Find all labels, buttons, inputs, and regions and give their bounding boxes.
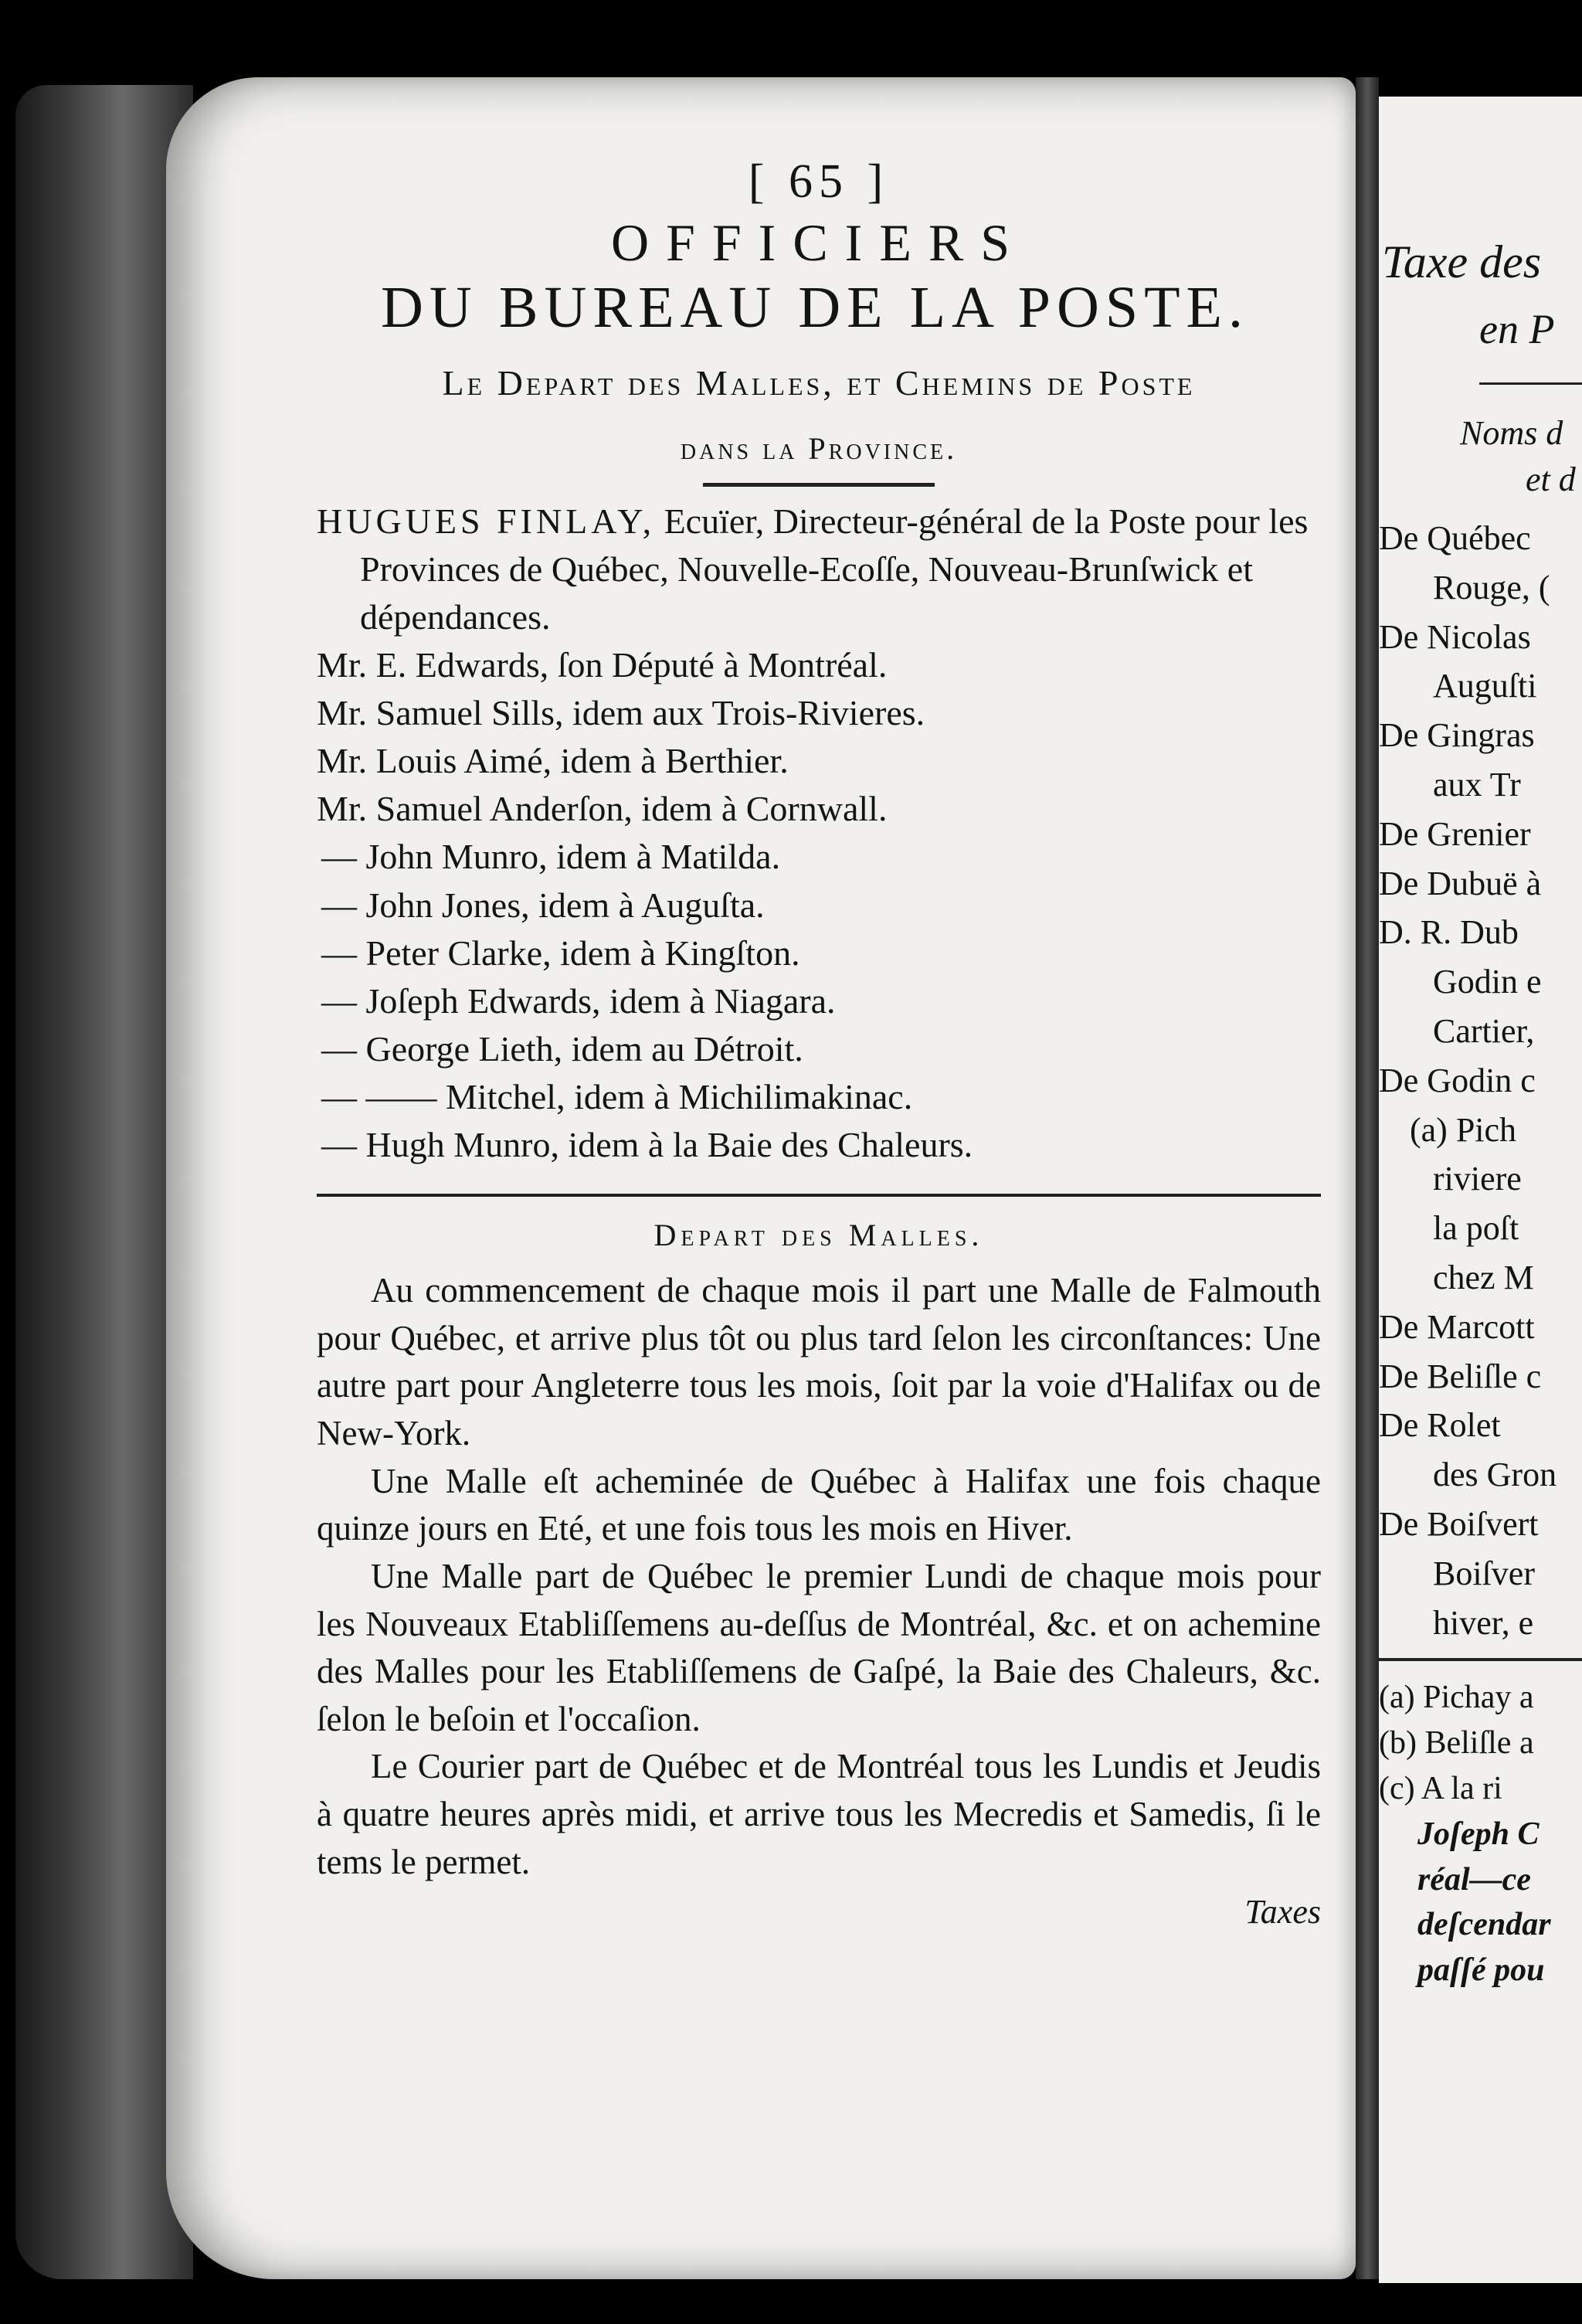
route-line: De Marcott — [1379, 1307, 1535, 1346]
officer-line: — John Munro, idem à Matilda. — [321, 837, 781, 877]
book-gutter — [1356, 77, 1379, 2279]
officer-line: — George Lieth, idem au Détroit. — [321, 1028, 803, 1069]
footnote-line: deſcendar — [1417, 1907, 1551, 1943]
subtitle-depart: Le Depart des Malles, et Chemins de Poste — [442, 363, 1196, 403]
route-line: De Godin c — [1379, 1061, 1536, 1099]
catchword: Taxes — [1244, 1893, 1321, 1932]
route-line: Rouge, ( — [1433, 568, 1550, 606]
officer-line: Mr. Louis Aimé, idem à Berthier. — [317, 741, 789, 781]
route-line: Boiſver — [1433, 1554, 1535, 1592]
right-subheading-2: et d — [1526, 460, 1576, 498]
footnote-line: (a) Pichay a — [1379, 1680, 1534, 1716]
officer-line: — Joſeph Edwards, idem à Niagara. — [321, 980, 836, 1021]
left-page-content — [317, 155, 1321, 1932]
route-line: hiver, e — [1433, 1603, 1534, 1642]
officer-line: Mr. E. Edwards, ſon Député à Montréal. — [317, 645, 888, 685]
route-line: la poſt — [1433, 1209, 1519, 1248]
route-line: Godin e — [1433, 963, 1542, 1001]
right-subheading-1: Noms d — [1460, 414, 1563, 452]
route-line: De Grenier — [1379, 814, 1531, 853]
officer-line: Mr. Samuel Anderſon, idem à Cornwall. — [317, 789, 888, 829]
route-line: riviere — [1433, 1160, 1522, 1198]
officer-line: Mr. Samuel Sills, idem aux Trois-Rivieres. — [317, 693, 925, 733]
route-line: De Québec — [1379, 519, 1531, 557]
route-line: Auguſti — [1433, 667, 1537, 705]
route-line: D. R. Dub — [1379, 913, 1519, 952]
page-number: [ 65 ] — [748, 155, 890, 208]
right-heading-2: en P — [1479, 306, 1555, 352]
right-route-list — [1379, 514, 1582, 1993]
right-heading-rule — [1479, 382, 1582, 385]
title-officiers: OFFICIERS — [610, 213, 1027, 272]
route-line: aux Tr — [1433, 765, 1521, 804]
officer-line: — Hugh Munro, idem à la Baie des Chaleurs. — [321, 1124, 973, 1164]
route-line: De Beliſle c — [1379, 1357, 1542, 1395]
route-line: De Rolet — [1379, 1406, 1501, 1445]
footnote-line: Joſeph C — [1417, 1816, 1540, 1852]
director-text: Ecuïer, Directeur-général de la Poste pour les Provinces de Québec, Nouvelle-Ecoſſe, Nouveau-Brunſwick et dépendances. — [360, 501, 1309, 637]
officer-line: — —— Mitchel, idem à Michilimakinac. — [321, 1076, 913, 1116]
section-heading: Depart des Malles. — [654, 1218, 984, 1253]
paragraph: Une Malle eſt acheminée de Québec à Halifax une fois chaque quinze jours en Eté, et une fois tous les mois en Hiver. — [317, 1461, 1321, 1548]
route-line: (a) Pich — [1410, 1110, 1517, 1149]
officer-line: — John Jones, idem à Auguſta. — [321, 885, 765, 925]
right-page — [1379, 97, 1582, 2283]
route-line: des Gron — [1433, 1456, 1557, 1494]
officer-line: — Peter Clarke, idem à Kingſton. — [321, 933, 800, 973]
footnote-line: (b) Beliſle a — [1379, 1725, 1534, 1762]
route-line: De Dubuë à — [1379, 864, 1542, 902]
right-heading-1: Taxe des — [1382, 236, 1542, 287]
route-line: chez M — [1433, 1258, 1534, 1296]
director-entry — [317, 498, 1321, 641]
title-bureau: DU BUREAU DE LA POSTE. — [381, 275, 1249, 341]
director-name: HUGUES FINLAY, — [317, 501, 656, 541]
route-line: De Nicolas — [1379, 617, 1531, 656]
route-line: De Boiſvert — [1379, 1504, 1539, 1543]
subtitle-province: dans la Province. — [680, 430, 958, 466]
route-line: Cartier, — [1433, 1011, 1535, 1050]
paragraph: Au commencement de chaque mois il part une Malle de Falmouth pour Québec, et arrive plus tôt ou plus tard ſelon les circonſtances: Une autre part pour Angleterre tous les mois, ſoit par la voie d'Halifax ou de New-York. — [317, 1271, 1321, 1452]
paragraph: Une Malle part de Québec le premier Lundi de chaque mois pour les Nouveaux Etabliſſemens au-deſſus de Montréal, &c. et on achemine des Malles pour les Etabliſſemens de Gaſpé, la Baie des Chaleurs, &c. ſelon le beſoin et l'occaſion. — [317, 1556, 1321, 1738]
paragraph: Le Courier part de Québec et de Montréal tous les Lundis et Jeudis à quatre heures après midi, et arrive tous les Mecredis et Samedis, ſi le tems le permet. — [317, 1747, 1321, 1881]
footnote-line: (c) A la ri — [1379, 1770, 1502, 1806]
title-rule — [703, 483, 935, 487]
notes-rule — [1379, 1658, 1582, 1661]
footnote-line: paſſé pou — [1417, 1952, 1545, 1989]
route-line: De Gingras — [1379, 716, 1535, 755]
footnote-line: réal—ce — [1417, 1861, 1531, 1898]
section-rule — [317, 1194, 1321, 1197]
